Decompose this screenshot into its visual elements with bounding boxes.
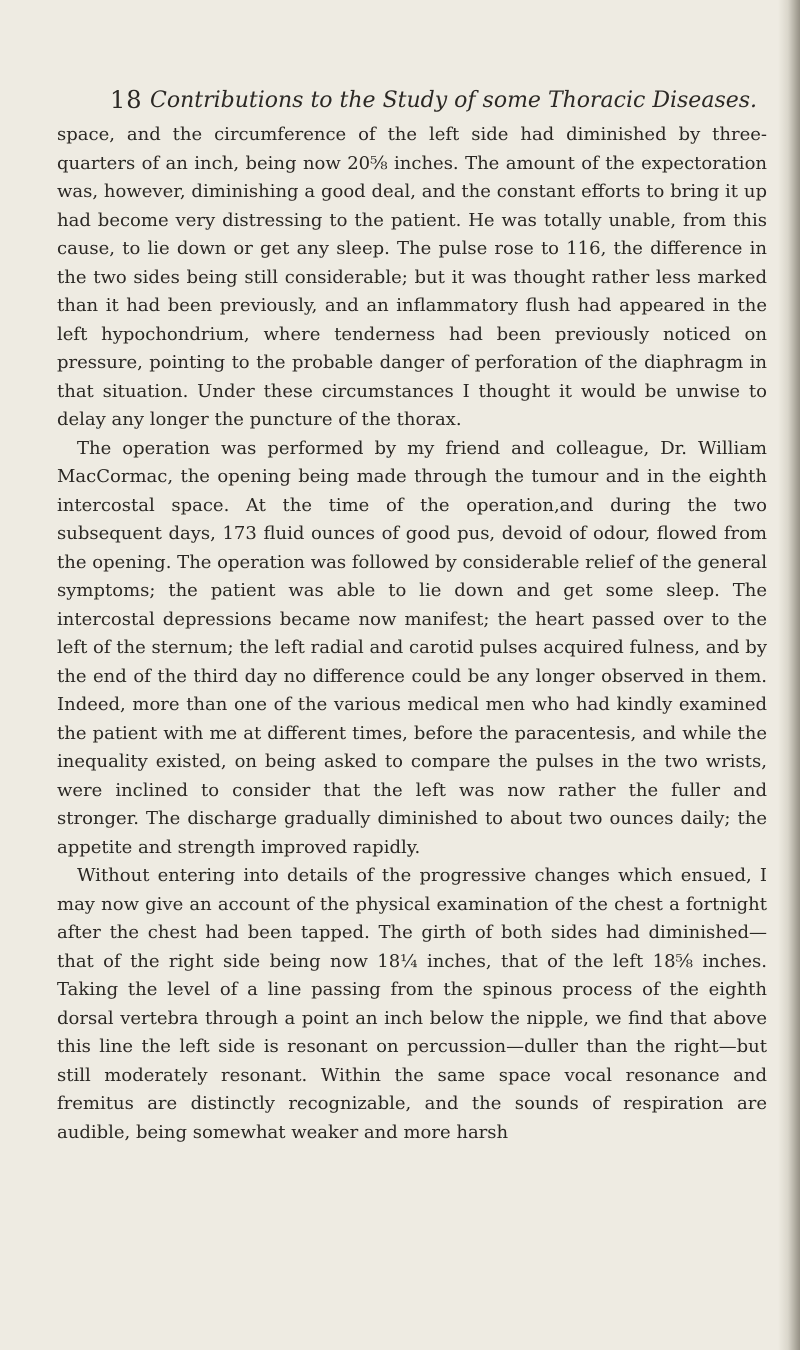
paragraph-2: The operation was performed by my friend and colleague, Dr. William MacCormac, the opening being made through the tumour and in the eighth intercostal space. At the time of the operation,and during the two subsequent days, 173 fluid ounces of good pus, devoid of odour, flowed from the opening. The operation was followed by considerable relief of the general symptoms; the patient was able to lie down and get some sleep. The intercostal depressions became now manifest; the heart passed over to the left of the sternum; the left radial and carotid pulses acquired fulness, and by the end of the third day no difference could be any longer observed in them. Indeed, more than one of the various medical men who had kindly examined the patient with me at different times, before the paracentesis, and while the inequality existed, on being asked to compare the pulses in the two wrists, were inclined to consider that the left was now rather the fuller and stronger. The discharge gradually diminished to about two ounces daily; the appetite and strength improved rapidly. bbox=[57, 437, 767, 858]
paragraph-3: Without entering into details of the progressive changes which ensued, I may now give an account of the physical examination of the chest a fortnight after the chest had been tapped. The girth of both sides had diminished—that of the right side being now 18¼ inches, that of the left 18⅝ inches. Taking the level of a line passing from the spinous process of the eighth dorsal vertebra through a point an inch below the nipple, we find that above this line the left side is resonant on percussion—duller than the right—but still moderately resonant. Within the same space vocal resonance and fremitus are distinctly recognizable, and the sounds of respiration are audible, being somewhat weaker and more harsh bbox=[57, 865, 767, 1143]
running-head: Contributions to the Study of some Thoracic Diseases. bbox=[150, 88, 758, 113]
paragraph-1: space, and the circumference of the left side had diminished by three-quarters of an inch, being now 20⅝ inches. The amount of the expectoration was, however, diminishing a good deal, and the constant efforts to bring it up had become very distressing to the patient. He was totally unable, from this cause, to lie down or get any sleep. The pulse rose to 116, the difference in the two sides being still considerable; but it was thought rather less marked than it had been previously, and an inflammatory flush had appeared in the left hypochondrium, where tenderness had been previously noticed on pressure, pointing to the probable danger of perforation of the diaphragm in that situation. Under these circumstances I thought it would be unwise to delay any longer the puncture of the thorax. bbox=[57, 124, 767, 430]
page-edge-shadow bbox=[778, 0, 800, 1350]
body-text bbox=[57, 121, 767, 1147]
page-number: 18 bbox=[110, 86, 143, 114]
page-header bbox=[110, 80, 758, 120]
